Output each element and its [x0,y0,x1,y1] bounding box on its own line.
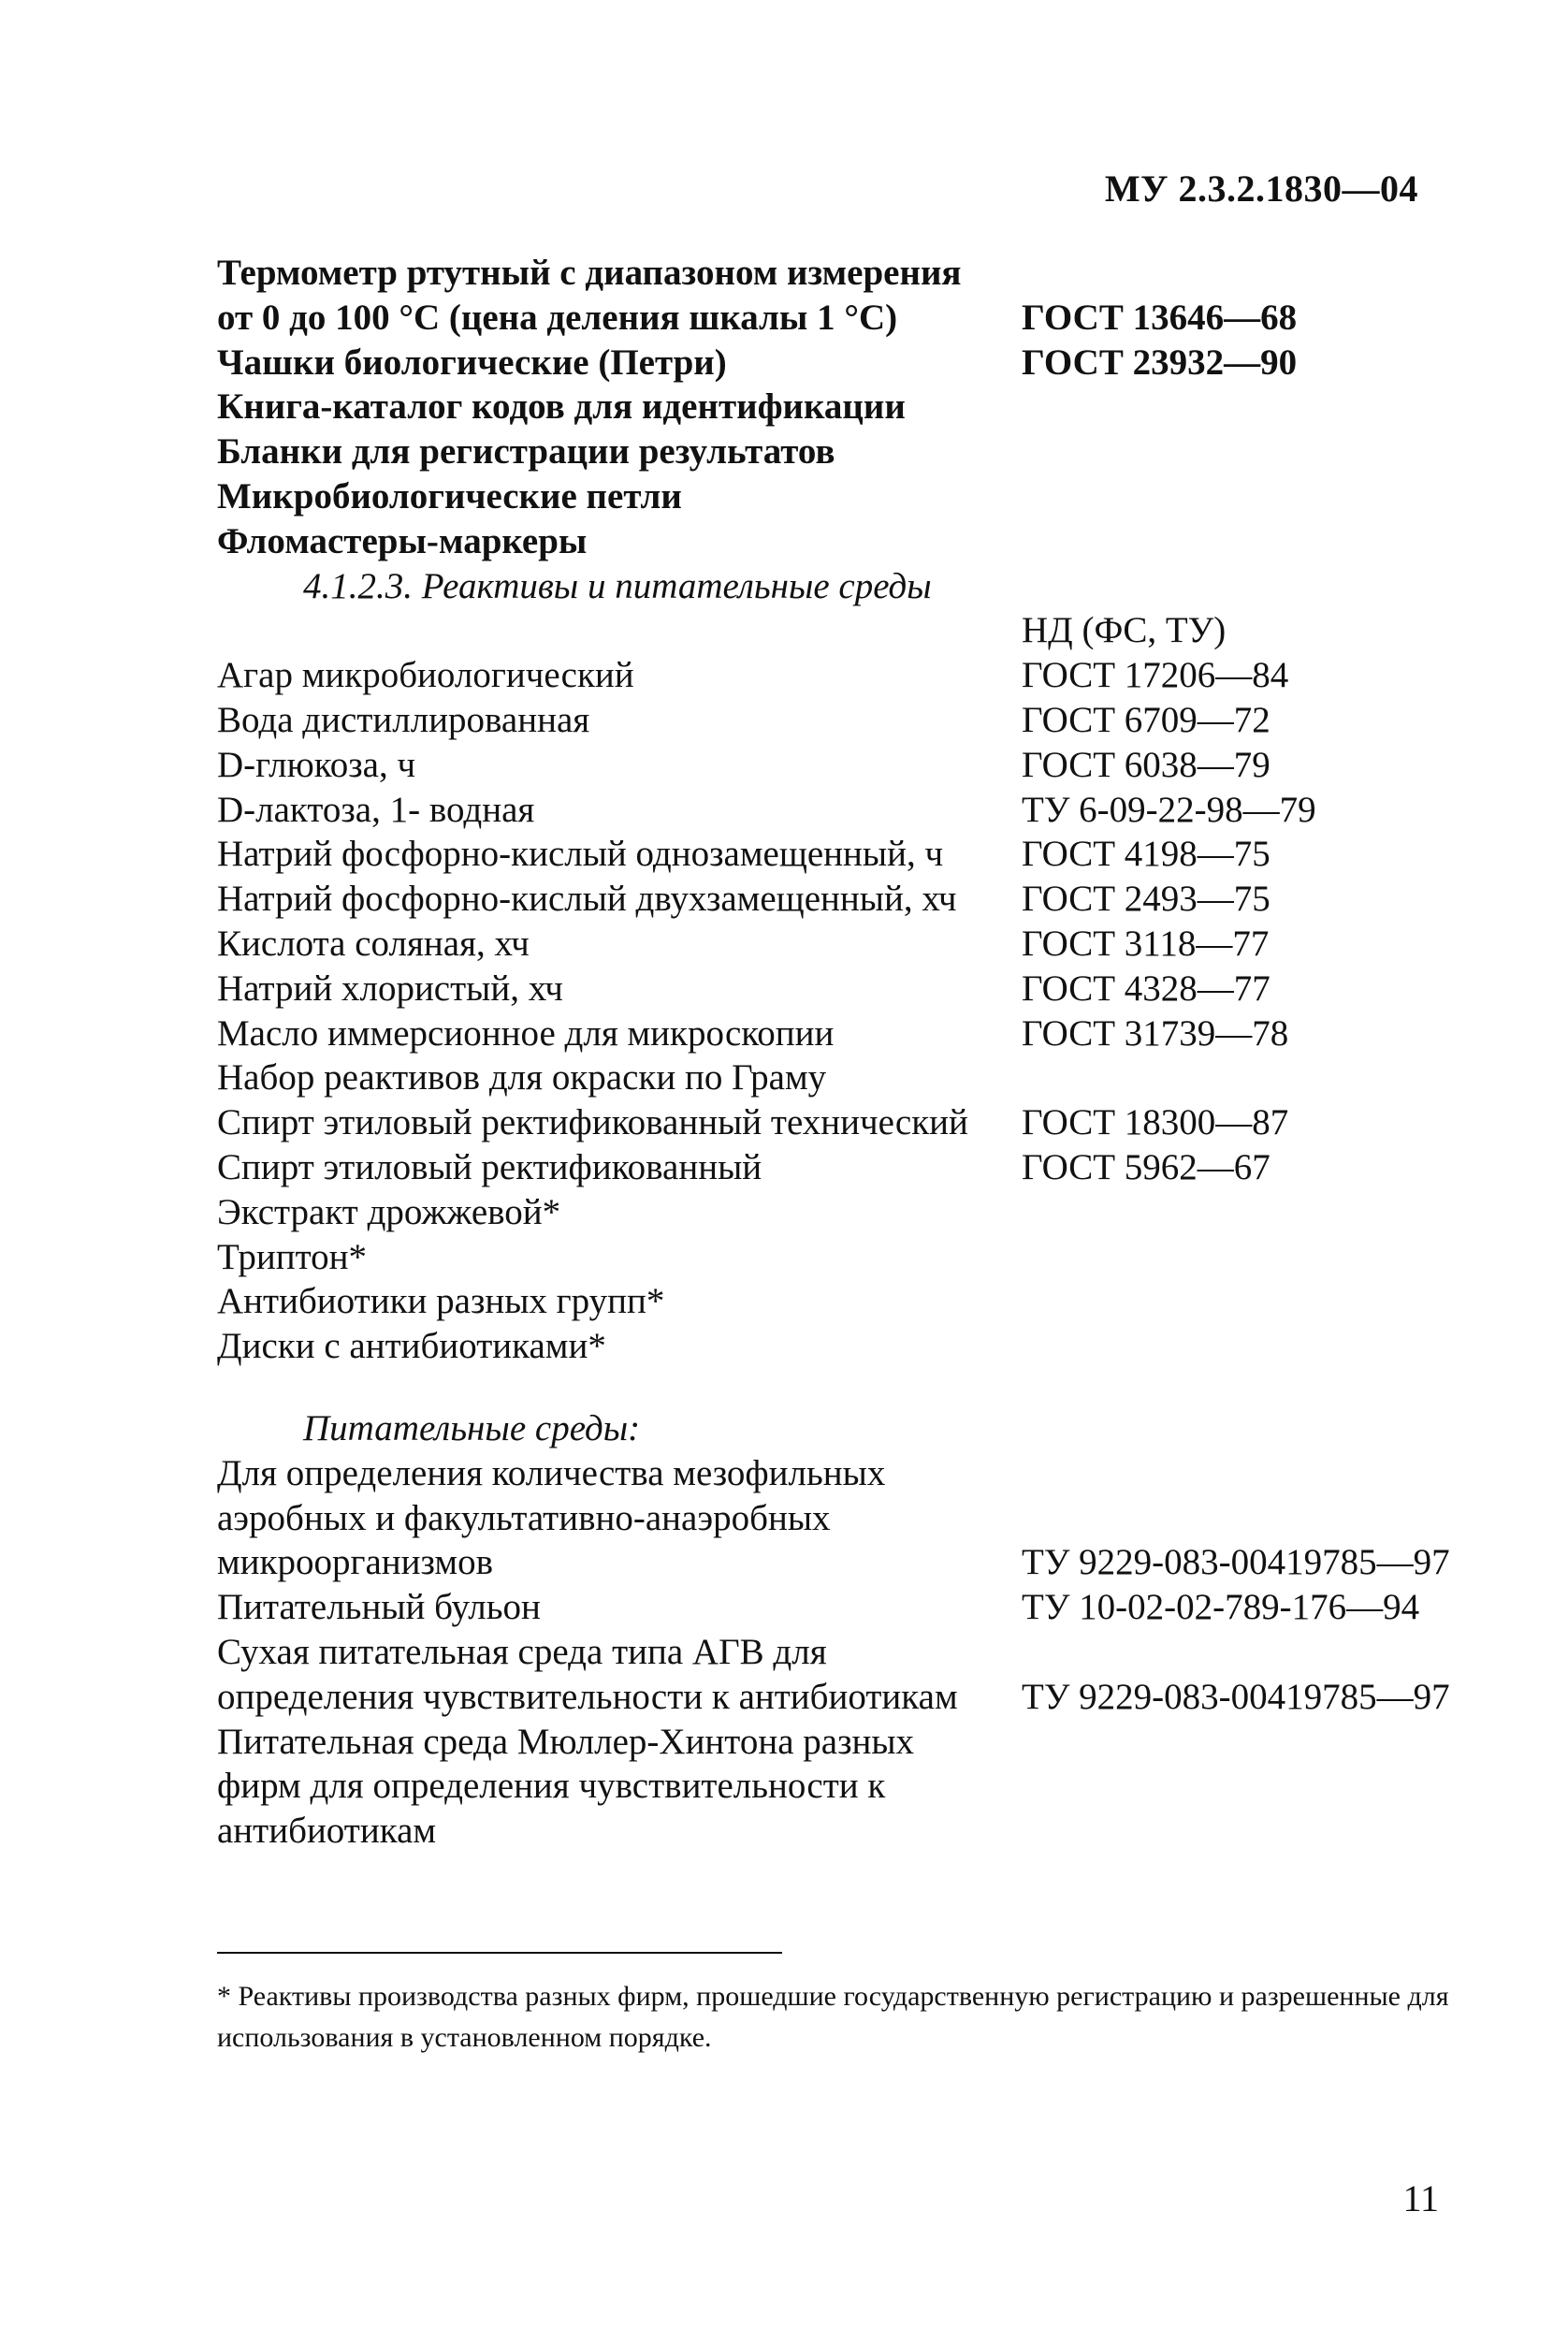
list-item [217,1055,1461,1100]
list-item [217,296,1461,341]
list-item [217,385,1461,429]
item-name: Диски с антибиотиками* [217,1326,606,1367]
item-name: Антибиотики разных групп* [217,1281,665,1322]
item-name: Кислота соляная, хч [217,923,530,964]
list-item [217,743,1461,788]
list-item [217,1100,1461,1145]
list-item [217,698,1461,743]
item-standard: ГОСТ 4328—77 [1022,968,1270,1009]
item-name: Книга-каталог кодов для идентификации [217,386,906,428]
list-item [217,1585,1461,1630]
list-item [217,922,1461,967]
list-item [217,1190,1461,1235]
item-standard: ТУ 10-02-02-789-176—94 [1022,1587,1420,1628]
item-name: аэробных и факультативно-анаэробных [217,1497,831,1538]
list-item [217,341,1461,386]
list-item [217,429,1461,474]
list-item [217,1145,1461,1190]
list-item [217,832,1461,877]
page-number: 11 [1402,2177,1439,2219]
item-name: Спирт этиловый ректификованный [217,1146,762,1187]
item-name: Микробиологические петли [217,475,682,517]
item-name: Спирт этиловый ректификованный технический [217,1102,968,1143]
document-code: МУ 2.3.2.1830—04 [1104,167,1418,210]
item-name: Бланки для регистрации результатов [217,431,835,473]
item-name: D-глюкоза, ч [217,744,416,785]
list-item [217,1540,1461,1585]
item-name: Масло иммерсионное для микроскопии [217,1012,835,1054]
list-item [217,251,1461,296]
item-name: Термометр ртутный с диапазоном измерения [217,253,962,293]
page-body [217,251,1461,1854]
item-standard: ТУ 6-09-22-98—79 [1022,789,1316,830]
item-name: Триптон* [217,1236,367,1277]
equipment-list [217,251,1461,564]
media-list [217,1451,1461,1854]
item-standard: ГОСТ 6709—72 [1022,699,1270,740]
list-item [217,1451,1461,1496]
item-standard: ГОСТ 18300—87 [1022,1102,1289,1143]
item-name: Набор реактивов для окраски по Граму [217,1057,827,1099]
list-item [217,788,1461,833]
list-item [217,1324,1461,1369]
item-standard: ГОСТ 6038—79 [1022,744,1270,785]
item-name: Сухая питательная среда типа АГВ для [217,1631,827,1672]
list-item [217,1764,1461,1809]
list-item [217,1809,1461,1854]
item-name: Экстракт дрожжевой* [217,1191,561,1232]
list-item [217,967,1461,1011]
item-name: микроорганизмов [217,1542,493,1583]
item-standard: ГОСТ 23932—90 [1022,342,1298,383]
list-item [217,1720,1461,1765]
item-name: Питательная среда Мюллер-Хинтона разных [217,1721,915,1762]
item-standard: ГОСТ 4198—75 [1022,834,1270,875]
list-item [217,1011,1461,1056]
list-item [217,1279,1461,1324]
item-name: Натрий фосфорно-кислый двухзамещенный, хч [217,879,957,920]
item-name: от 0 до 100 °С (цена деления шкалы 1 °С) [217,297,898,338]
item-name: Для определения количества мезофильных [217,1452,886,1493]
list-item [217,519,1461,564]
item-name: Питательный бульон [217,1587,541,1628]
item-name: Вода дистиллированная [217,699,590,740]
footnote: * Реактивы производства разных фирм, прошедшие государственную регистрацию и разрешенные для использования в установленном порядке. [217,1981,1449,2053]
list-item [217,1235,1461,1280]
item-standard: ГОСТ 31739—78 [1022,1012,1289,1054]
reagent-list [217,653,1461,1190]
item-name: Фломастеры-маркеры [217,520,588,561]
item-standard: ТУ 9229-083-00419785—97 [1022,1542,1450,1583]
item-standard: ГОСТ 2493—75 [1022,879,1270,920]
item-name: Чашки биологические (Петри) [217,342,727,383]
item-standard: ТУ 9229-083-00419785—97 [1022,1676,1450,1717]
item-name: D-лактоза, 1- водная [217,789,535,830]
item-name: Агар микробиологический [217,655,634,696]
list-item [217,877,1461,922]
list-item [217,1630,1461,1675]
item-name: определения чувствительности к антибиотикам [217,1676,958,1717]
nd-header: НД (ФС, ТУ) [1022,610,1227,651]
item-standard: ГОСТ 3118—77 [1022,923,1270,964]
item-standard: ГОСТ 13646—68 [1022,297,1298,338]
item-name: антибиотикам [217,1811,437,1852]
section-title: 4.1.2.3. Реактивы и питательные среды [303,565,932,606]
item-standard: ГОСТ 5962—67 [1022,1146,1270,1187]
item-name: Натрий фосфорно-кислый однозамещенный, ч [217,834,944,875]
item-name: фирм для определения чувствительности к [217,1766,886,1807]
footnote-rule [217,1952,782,1954]
list-item [217,1496,1461,1541]
list-item [217,474,1461,519]
media-title: Питательные среды: [303,1407,641,1448]
list-item [217,653,1461,698]
list-item [217,1675,1461,1720]
item-standard: ГОСТ 17206—84 [1022,655,1289,696]
item-name: Натрий хлористый, хч [217,968,563,1009]
starred-reagent-list [217,1190,1461,1369]
